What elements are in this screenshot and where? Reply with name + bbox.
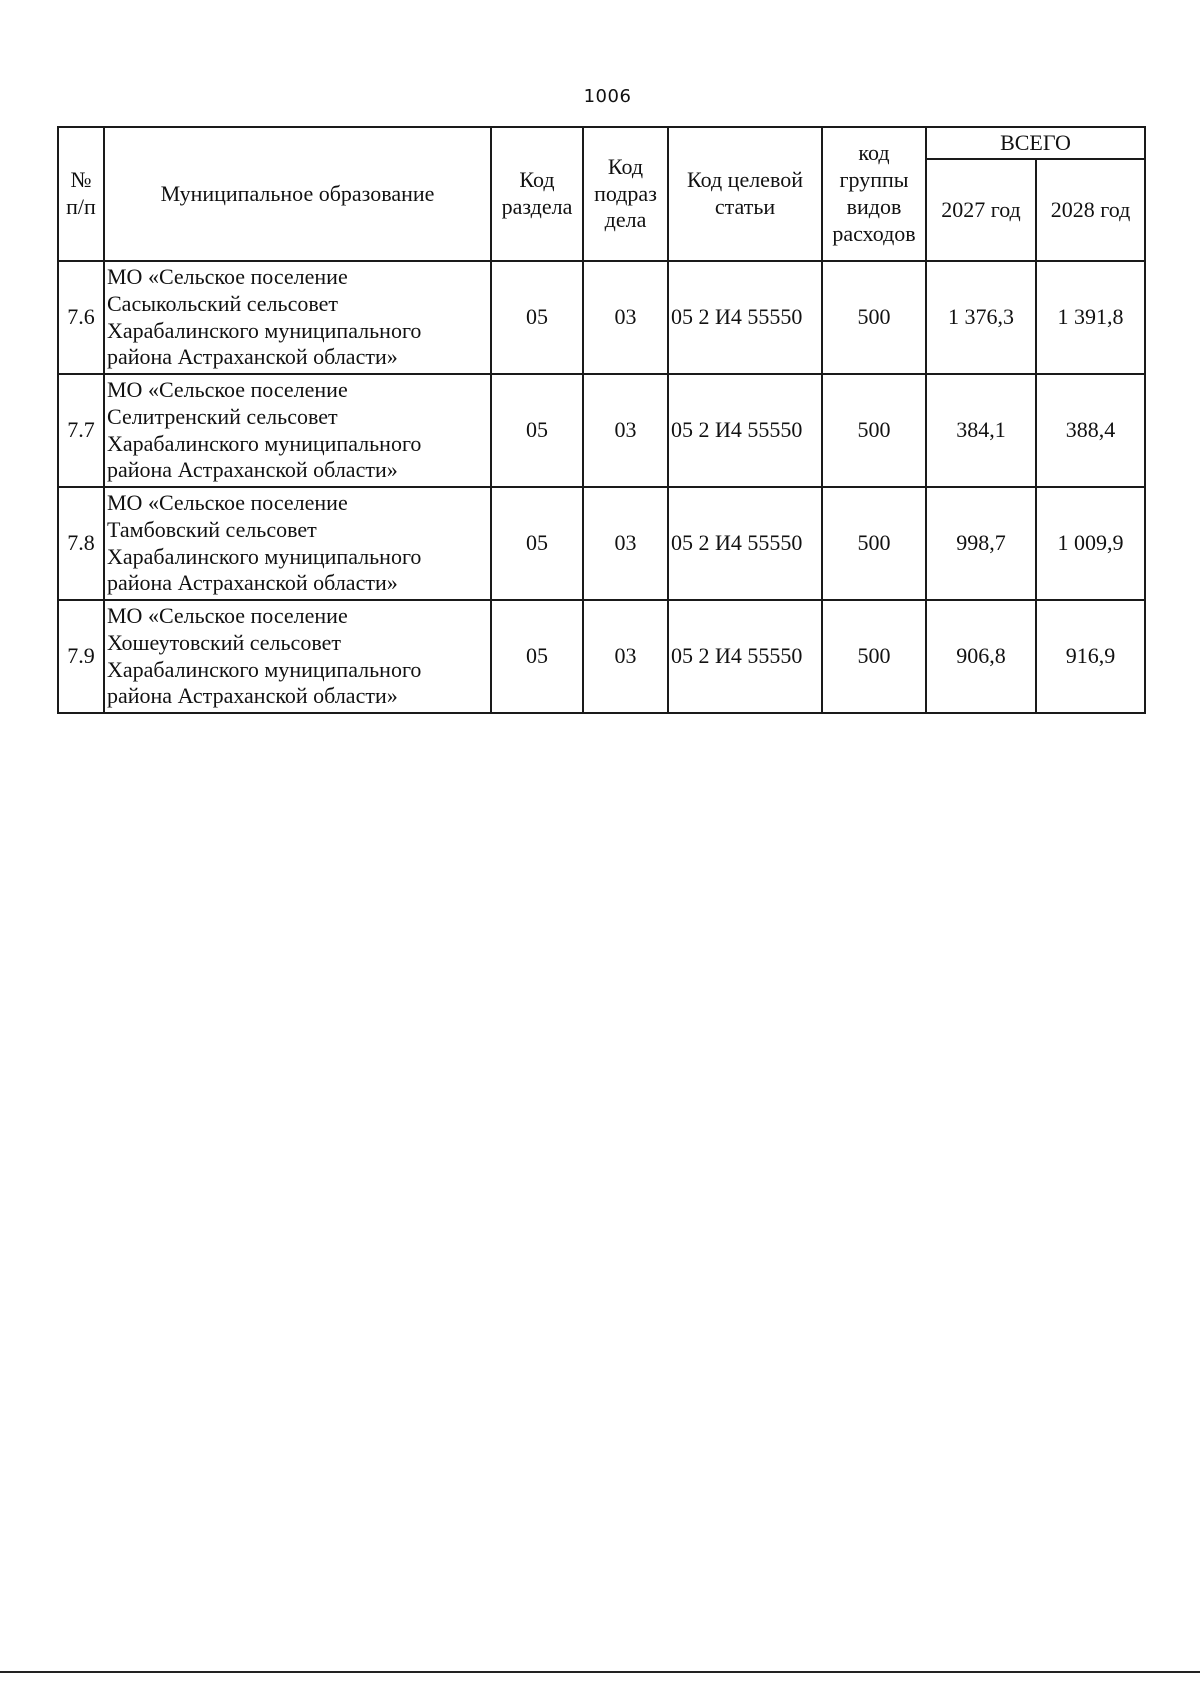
table-row <box>58 374 1145 487</box>
municipality-name-line: Хошеутовский сельсовет <box>107 629 341 655</box>
municipality-name-line: Харабалинского муниципального <box>107 656 422 682</box>
header-expense-group-code: код группы видов расходов <box>822 127 926 261</box>
header-total: ВСЕГО <box>926 127 1145 159</box>
header-year-2028: 2028 год <box>1036 159 1145 261</box>
bottom-rule <box>0 1671 1200 1673</box>
target-code: 05 2 И4 55550 <box>668 374 822 487</box>
municipality-name-line: Сасыкольский сельсовет <box>107 290 338 316</box>
expense-group-code: 500 <box>822 261 926 374</box>
municipality-name <box>104 487 491 600</box>
municipality-name-line: Селитренский сельсовет <box>107 403 338 429</box>
header-year-2027: 2027 год <box>926 159 1036 261</box>
header-subsection-code: Код подраз дела <box>583 127 668 261</box>
row-number: 7.8 <box>58 487 104 600</box>
expense-group-code: 500 <box>822 600 926 713</box>
subsection-code: 03 <box>583 600 668 713</box>
municipality-name <box>104 600 491 713</box>
municipality-name-line: района Астраханской области» <box>107 457 398 483</box>
table-row <box>58 600 1145 713</box>
row-number: 7.6 <box>58 261 104 374</box>
municipality-name-line: МО «Сельское поселение <box>107 489 348 515</box>
expense-group-code: 500 <box>822 487 926 600</box>
municipality-name-line: Харабалинского муниципального <box>107 317 422 343</box>
municipality-name-line: МО «Сельское поселение <box>107 602 348 628</box>
amount-2027: 384,1 <box>926 374 1036 487</box>
amount-2028: 388,4 <box>1036 374 1145 487</box>
target-code: 05 2 И4 55550 <box>668 600 822 713</box>
header-num: № п/п <box>58 127 104 261</box>
table-body <box>58 261 1145 713</box>
municipality-name-line: района Астраханской области» <box>107 344 398 370</box>
municipality-name-line: района Астраханской области» <box>107 683 398 709</box>
municipality-name-line: района Астраханской области» <box>107 570 398 596</box>
section-code: 05 <box>491 600 583 713</box>
amount-2027: 906,8 <box>926 600 1036 713</box>
target-code: 05 2 И4 55550 <box>668 487 822 600</box>
municipality-name-line: Харабалинского муниципального <box>107 543 422 569</box>
header-section-code: Код раздела <box>491 127 583 261</box>
page-number: 1006 <box>583 86 632 107</box>
expense-group-code: 500 <box>822 374 926 487</box>
budget-table <box>57 126 1146 714</box>
amount-2028: 1 009,9 <box>1036 487 1145 600</box>
target-code: 05 2 И4 55550 <box>668 261 822 374</box>
municipality-name-line: Харабалинского муниципального <box>107 430 422 456</box>
row-number: 7.9 <box>58 600 104 713</box>
municipality-name-line: МО «Сельское поселение <box>107 376 348 402</box>
header-target-code: Код целевой статьи <box>668 127 822 261</box>
municipality-name <box>104 374 491 487</box>
section-code: 05 <box>491 487 583 600</box>
subsection-code: 03 <box>583 261 668 374</box>
municipality-name <box>104 261 491 374</box>
subsection-code: 03 <box>583 374 668 487</box>
municipality-name-line: Тамбовский сельсовет <box>107 516 317 542</box>
amount-2027: 998,7 <box>926 487 1036 600</box>
table-row <box>58 487 1145 600</box>
table-header <box>58 127 1145 261</box>
row-number: 7.7 <box>58 374 104 487</box>
subsection-code: 03 <box>583 487 668 600</box>
amount-2027: 1 376,3 <box>926 261 1036 374</box>
section-code: 05 <box>491 261 583 374</box>
table-row <box>58 261 1145 374</box>
header-municipality: Муниципальное образование <box>104 127 491 261</box>
municipality-name-line: МО «Сельское поселение <box>107 263 348 289</box>
amount-2028: 916,9 <box>1036 600 1145 713</box>
amount-2028: 1 391,8 <box>1036 261 1145 374</box>
section-code: 05 <box>491 374 583 487</box>
